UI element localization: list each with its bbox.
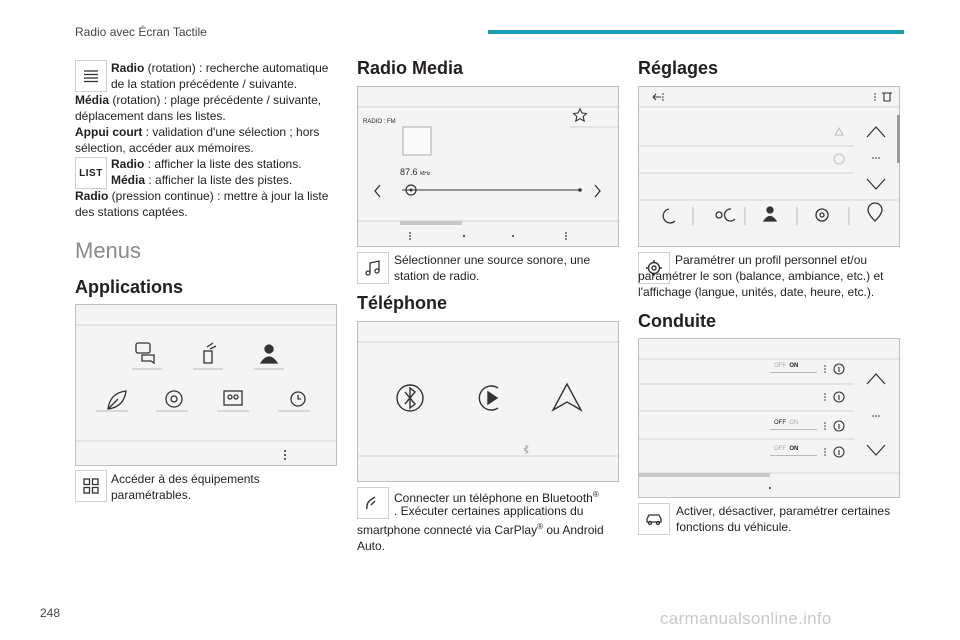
driving-caption: Activer, désactiver, paramétrer certaines fonctions du véhicule.	[676, 504, 891, 534]
driving-heading: Conduite	[638, 311, 716, 331]
carplay-icon	[479, 386, 498, 410]
radio-knob-icon	[81, 66, 101, 86]
warning-faded-icon	[835, 128, 843, 135]
scroll-up-arrow	[867, 127, 885, 137]
page-number: 248	[40, 606, 61, 620]
eco-app-icon	[108, 391, 126, 409]
contact-app-icon	[261, 345, 277, 363]
telephone-screen	[357, 321, 619, 482]
timer-app-icon	[291, 392, 305, 406]
radio-screen-graphic	[358, 87, 620, 248]
settings-screen-graphic	[639, 87, 901, 248]
next-station-arrow	[595, 185, 600, 197]
scroll-down-arrow	[867, 179, 885, 189]
paragraph-long-press: Radio (pression continue) : mettre à jour la liste des stations captées.	[75, 189, 329, 219]
radio-screen	[357, 86, 619, 247]
applications-grid-icon	[81, 476, 101, 496]
applications-caption: Accéder à des équipements paramétrables.	[111, 472, 260, 502]
favorite-star-icon	[574, 109, 587, 121]
contacts-card-app-icon	[224, 391, 242, 405]
settings-caption: Paramétrer un profil personnel et/ou paramétrer le son (balance, ambiance, etc.) et l'affichage (langue, unités, date, heure, etc.).	[638, 253, 884, 299]
paragraph-list-radio: Radio : afficher la liste des stations.	[111, 157, 302, 171]
applications-icon-box	[75, 470, 107, 502]
driving-toggle-3[interactable]: OFF ON	[774, 446, 799, 452]
bluetooth-icon	[397, 385, 423, 411]
paragraph-radio-rotation: Radio (rotation) : recherche automatique de la station précédente / suivante.	[111, 61, 329, 91]
location-settings-icon	[868, 203, 882, 221]
running-header: Radio avec Écran Tactile	[75, 25, 207, 39]
more-options-icon	[284, 450, 286, 460]
telephone-heading: Téléphone	[357, 293, 448, 313]
frequency-readout: 87.6 MHz	[400, 167, 431, 177]
telephone-caption-line1: Connecter un téléphone en Bluetooth®	[394, 490, 599, 505]
settings-clock-app-icon	[166, 391, 182, 407]
settings-heading: Réglages	[638, 58, 719, 78]
watermark-text: carmanualsonline.info	[660, 609, 832, 628]
radio-band-label: RADIO : FM	[363, 119, 396, 125]
driving-screen-graphic	[639, 339, 901, 499]
driving-screen	[638, 338, 900, 498]
radio-caption: Sélectionner une source sonore, une station de radio.	[394, 253, 591, 283]
applications-screen	[75, 304, 337, 466]
radio-knob-icon-box	[75, 60, 107, 92]
telephone-screen-graphic	[358, 322, 620, 483]
applications-heading: Applications	[75, 277, 184, 297]
delete-icon	[882, 93, 892, 101]
info-faded-icon	[834, 154, 844, 164]
paragraph-short-press: Appui court : validation d'une sélection ; hors sélection, accéder aux mémoires.	[75, 125, 320, 155]
driving-scroll-up-arrow	[867, 374, 885, 384]
list-button-icon-box	[75, 157, 107, 189]
telephone-caption-rest: . Exécuter certaines applications du smartphone connecté via CarPlay® ou Android Auto.	[357, 504, 604, 553]
paragraph-media-rotation: Média (rotation) : plage précédente / suivante, déplacement dans les listes.	[75, 93, 322, 123]
paragraph-list-media: Média : afficher la liste des pistes.	[111, 173, 293, 187]
night-mode-icon	[663, 209, 675, 223]
bluetooth-small-icon	[524, 446, 528, 454]
applications-screen-graphic	[76, 305, 338, 467]
driving-scroll-down-arrow	[867, 445, 885, 455]
gear-settings-icon	[816, 209, 828, 221]
header-accent-bar	[488, 30, 904, 34]
previous-station-arrow	[375, 185, 380, 197]
car-icon	[644, 509, 664, 529]
driving-toggle-1[interactable]: OFF ON	[774, 363, 799, 369]
settings-screen	[638, 86, 900, 247]
station-logo-box	[403, 127, 431, 155]
driving-toggle-2[interactable]: OFF ON	[774, 420, 799, 426]
music-note-icon	[363, 258, 383, 278]
android-auto-icon	[553, 384, 581, 410]
back-arrow-icon	[653, 94, 661, 100]
driving-icon-box	[638, 503, 670, 535]
radio-media-heading: Radio Media	[357, 58, 464, 78]
remote-app-icon	[204, 343, 216, 363]
menus-heading: Menus	[75, 238, 142, 263]
user-profile-icon	[764, 207, 776, 221]
list-label: LIST	[79, 167, 103, 179]
day-night-icon	[716, 209, 735, 221]
music-icon-box	[357, 252, 389, 284]
messages-app-icon	[136, 343, 154, 363]
